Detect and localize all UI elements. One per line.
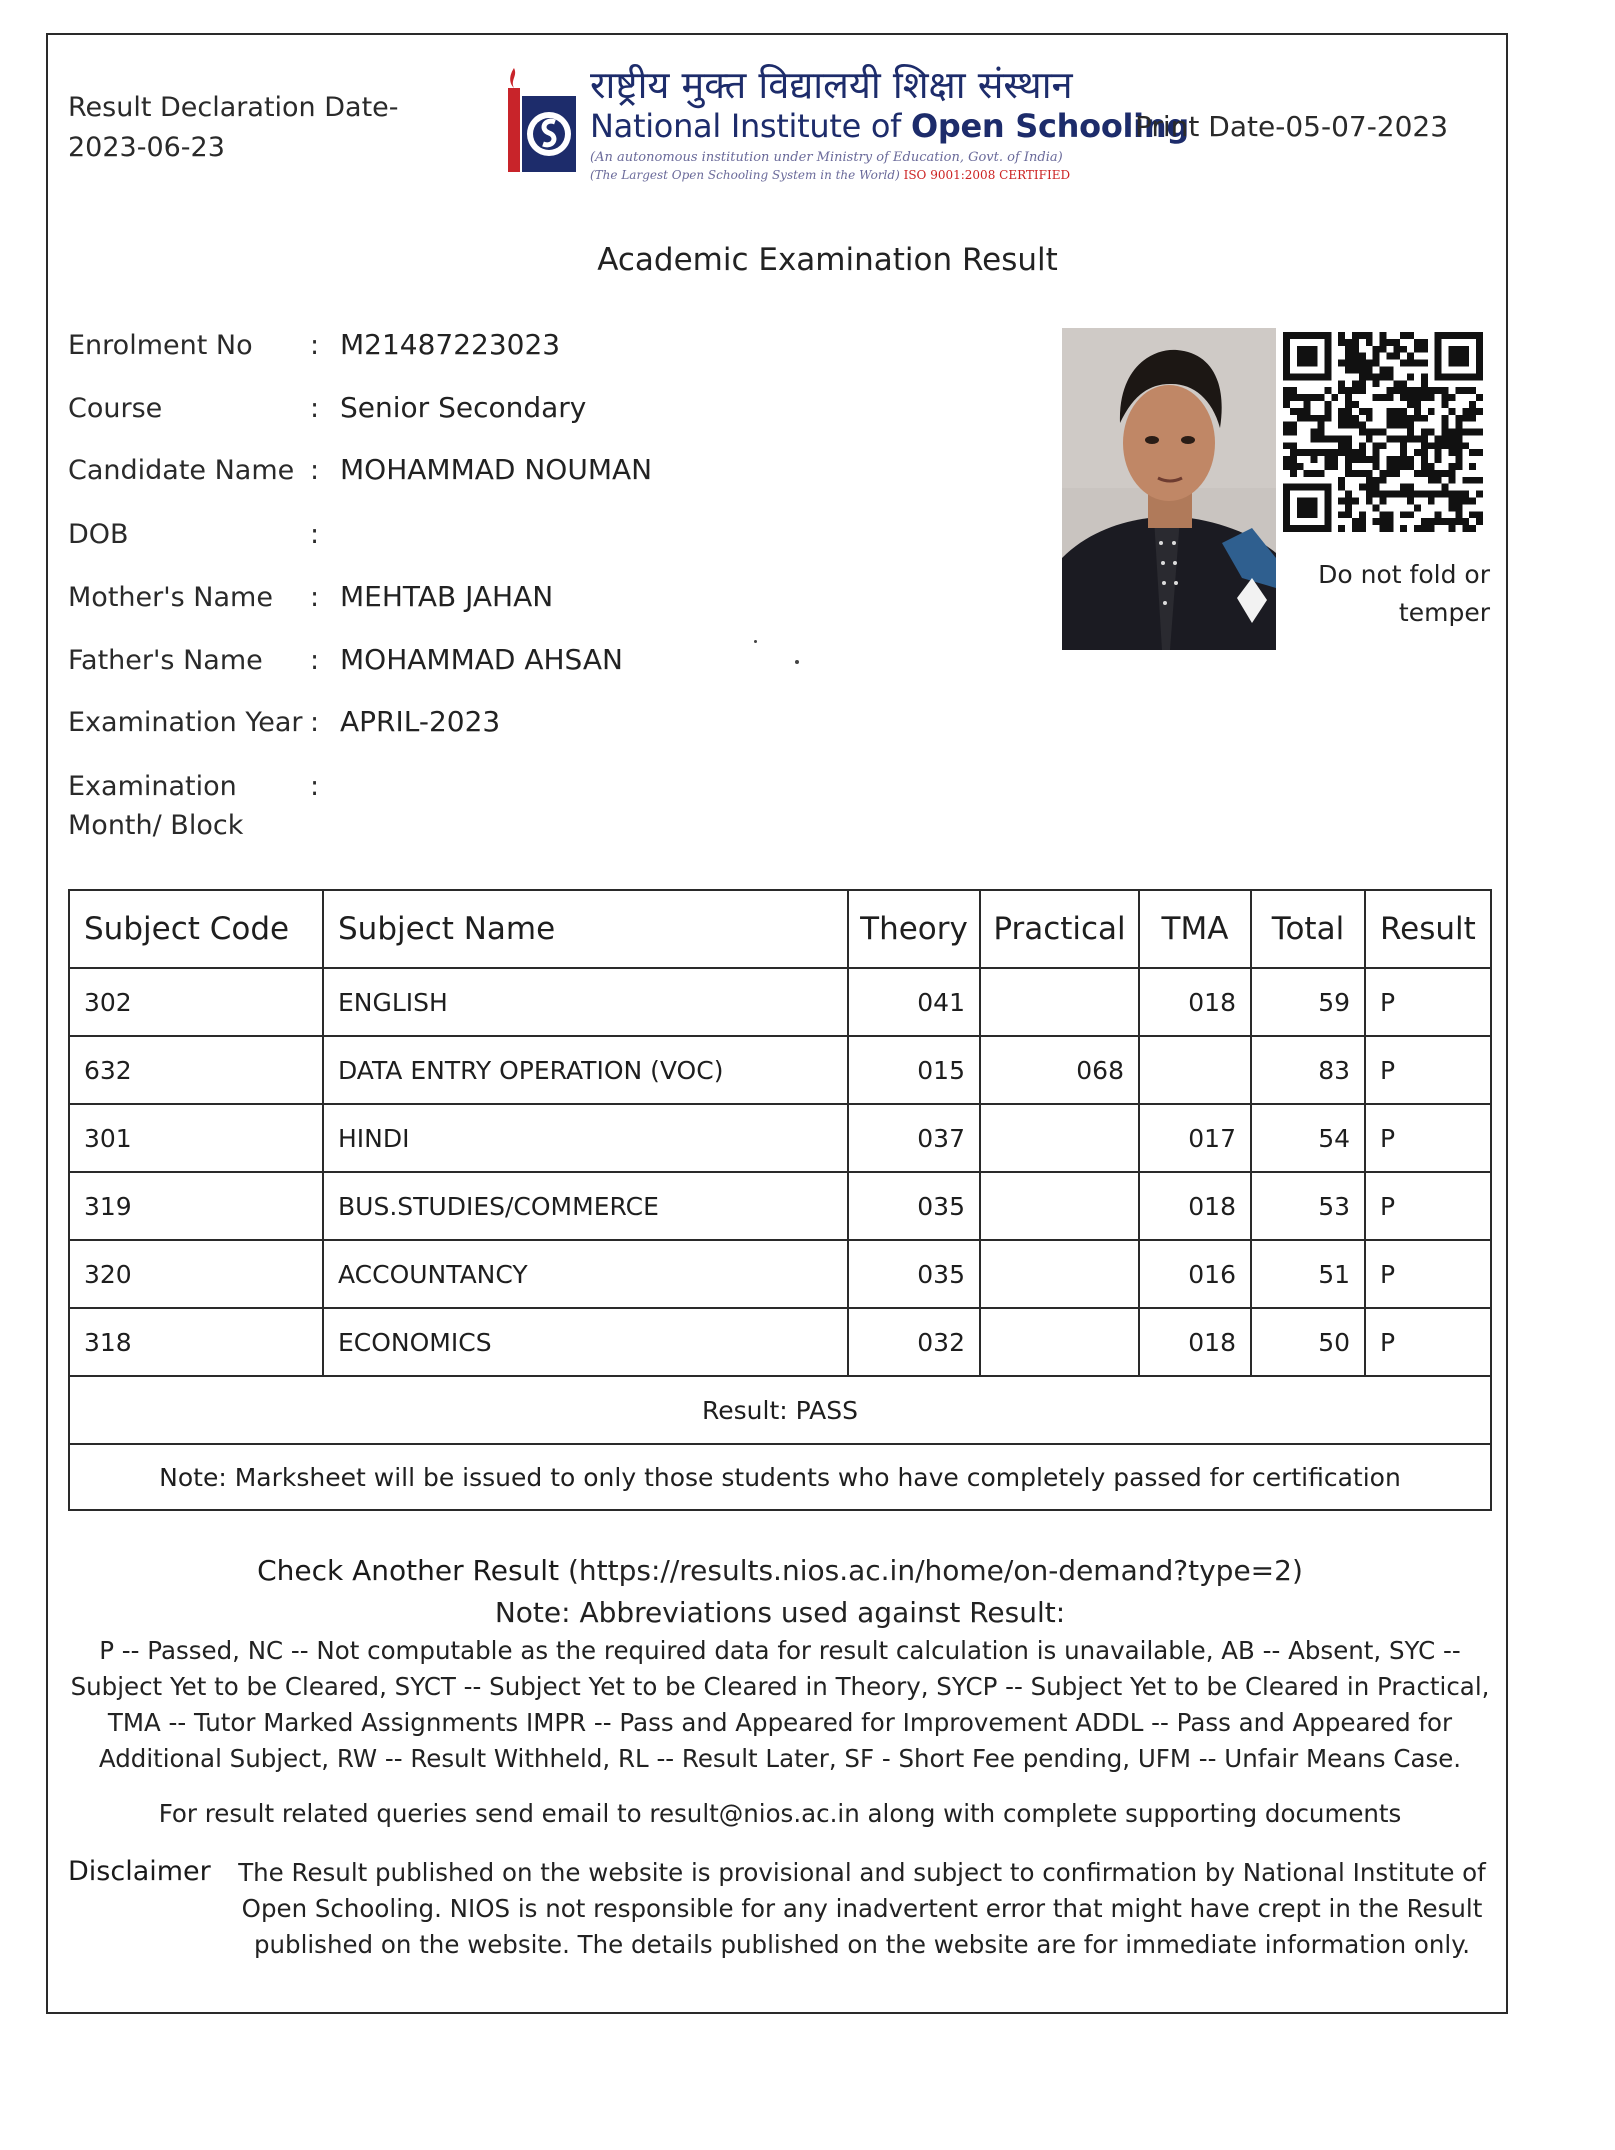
- cell-subject-code: 301: [69, 1104, 323, 1172]
- abbrev-line: P -- Passed, NC -- Not computable as the required data for result calculation is unavailable, AB -- Absent, SYC --: [99, 1636, 1461, 1665]
- table-row: [69, 1240, 1491, 1308]
- field-label-exam-month-line1: Examination: [68, 771, 237, 802]
- check-another-result: [70, 1554, 1490, 1587]
- field-value-enrolment: M21487223023: [340, 328, 561, 361]
- cell-subject-code: 302: [69, 968, 323, 1036]
- photo-note: [1260, 556, 1490, 632]
- overall-result-row: [69, 1376, 1491, 1444]
- cell-subject-code: 320: [69, 1240, 323, 1308]
- result-declaration: [68, 88, 399, 168]
- scan-speck: [795, 660, 799, 664]
- page-title: Academic Examination Result: [597, 242, 1058, 278]
- cell-subject-name: BUS.STUDIES/COMMERCE: [323, 1172, 848, 1240]
- header-theory: Theory: [848, 890, 980, 968]
- overall-result: Result: PASS: [69, 1376, 1491, 1444]
- nios-logo: [500, 62, 1189, 190]
- field-colon: :: [310, 519, 320, 550]
- header-result: Result: [1365, 890, 1491, 968]
- cell-tma: 018: [1139, 1172, 1251, 1240]
- table-header-row: [69, 890, 1491, 968]
- logo-tagline: [590, 168, 1070, 182]
- cell-result: P: [1365, 1104, 1491, 1172]
- cell-subject-code: 632: [69, 1036, 323, 1104]
- cell-practical: [980, 1172, 1139, 1240]
- cell-tma: 018: [1139, 968, 1251, 1036]
- field-label-father-name: Father's Name: [68, 645, 263, 676]
- note-row: [69, 1444, 1491, 1510]
- cell-subject-code: 319: [69, 1172, 323, 1240]
- cell-result: P: [1365, 968, 1491, 1036]
- cell-result: P: [1365, 1036, 1491, 1104]
- cell-tma: 016: [1139, 1240, 1251, 1308]
- field-value-candidate-name: MOHAMMAD NOUMAN: [340, 453, 653, 486]
- table-row: [69, 1104, 1491, 1172]
- field-label-mother-name: Mother's Name: [68, 582, 273, 613]
- table-row: [69, 1172, 1491, 1240]
- cell-practical: [980, 1240, 1139, 1308]
- field-colon: :: [310, 771, 320, 802]
- cell-total: 54: [1251, 1104, 1365, 1172]
- cell-theory: 032: [848, 1308, 980, 1376]
- cell-total: 83: [1251, 1036, 1365, 1104]
- photo-note-line1: Do not fold or: [1318, 560, 1490, 589]
- logo-tagline-text: (The Largest Open Schooling System in the World): [590, 168, 900, 182]
- print-date: Print Date-05-07-2023: [1135, 110, 1449, 143]
- cell-total: 51: [1251, 1240, 1365, 1308]
- field-colon: :: [310, 582, 320, 613]
- field-label-exam-year: Examination Year: [68, 707, 303, 738]
- cell-theory: 037: [848, 1104, 980, 1172]
- field-colon: :: [310, 330, 320, 361]
- cell-total: 50: [1251, 1308, 1365, 1376]
- declaration-date: 2023-06-23: [68, 132, 225, 163]
- cell-tma: 017: [1139, 1104, 1251, 1172]
- field-colon: :: [310, 645, 320, 676]
- check-another-result-link[interactable]: Check Another Result: [257, 1554, 560, 1587]
- cell-result: P: [1365, 1308, 1491, 1376]
- cell-tma: 018: [1139, 1308, 1251, 1376]
- cell-theory: 035: [848, 1240, 980, 1308]
- cell-subject-name: ACCOUNTANCY: [323, 1240, 848, 1308]
- logo-hindi-text: राष्ट्रीय मुक्त विद्यालयी शिक्षा संस्थान: [590, 63, 1073, 107]
- cell-subject-name: ENGLISH: [323, 968, 848, 1036]
- cell-subject-name: DATA ENTRY OPERATION (VOC): [323, 1036, 848, 1104]
- declaration-label: Result Declaration Date-: [68, 92, 399, 123]
- field-label-candidate-name: Candidate Name: [68, 455, 295, 486]
- cell-theory: 035: [848, 1172, 980, 1240]
- photo-note-line2: temper: [1398, 598, 1490, 627]
- scan-speck: [754, 640, 757, 643]
- logo-english-text: [590, 107, 1189, 145]
- marks-table: [68, 889, 1492, 1511]
- table-row: [69, 968, 1491, 1036]
- header-subject-name: Subject Name: [323, 890, 848, 968]
- disclaimer-label: Disclaimer: [68, 1856, 211, 1887]
- nios-emblem-icon: [500, 66, 580, 184]
- field-label-enrolment: Enrolment No: [68, 330, 253, 361]
- cell-practical: 068: [980, 1036, 1139, 1104]
- cell-total: 53: [1251, 1172, 1365, 1240]
- field-colon: :: [310, 707, 320, 738]
- abbreviations-text: [70, 1633, 1490, 1777]
- disclaimer-text: [236, 1855, 1488, 1963]
- disclaimer-line: published on the website. The details published on the website are for immediate information only.: [253, 1930, 1471, 1959]
- field-colon: :: [310, 455, 320, 486]
- table-row: [69, 1308, 1491, 1376]
- cell-practical: [980, 968, 1139, 1036]
- logo-english-prefix: National Institute of: [590, 107, 911, 145]
- field-value-course: Senior Secondary: [340, 391, 587, 424]
- header-total: Total: [1251, 890, 1365, 968]
- cell-total: 59: [1251, 968, 1365, 1036]
- field-label-exam-month: [68, 771, 243, 841]
- iso-cert-text: ISO 9001:2008 CERTIFIED: [903, 168, 1071, 182]
- qr-code: [1283, 332, 1483, 532]
- logo-english-bold: Open Schooling: [911, 107, 1189, 145]
- disclaimer-line: The Result published on the website is provisional and subject to confirmation by National Institute of: [238, 1858, 1486, 1887]
- field-value-exam-year: APRIL-2023: [340, 705, 501, 738]
- abbreviations-title: Note: Abbreviations used against Result:: [494, 1596, 1066, 1629]
- cell-result: P: [1365, 1240, 1491, 1308]
- cell-practical: [980, 1308, 1139, 1376]
- cell-practical: [980, 1104, 1139, 1172]
- field-label-dob: DOB: [68, 519, 129, 550]
- field-label-course: Course: [68, 393, 163, 424]
- disclaimer-line: Open Schooling. NIOS is not responsible for any inadvertent error that might have crept in the Result: [241, 1894, 1483, 1923]
- cell-subject-name: HINDI: [323, 1104, 848, 1172]
- abbrev-line: Additional Subject, RW -- Result Withheld, RL -- Result Later, SF - Short Fee pending, UFM -- Unfair Means Case.: [98, 1744, 1462, 1773]
- check-another-result-url[interactable]: (https://results.nios.ac.in/home/on-demand?type=2): [559, 1554, 1303, 1587]
- cell-theory: 041: [848, 968, 980, 1036]
- candidate-photo: [1062, 328, 1276, 650]
- cell-theory: 015: [848, 1036, 980, 1104]
- cell-result: P: [1365, 1172, 1491, 1240]
- marksheet-note: Note: Marksheet will be issued to only those students who have completely passed for certification: [69, 1444, 1491, 1510]
- abbrev-line: Subject Yet to be Cleared, SYCT -- Subject Yet to be Cleared in Theory, SYCP -- Subject Yet to be Cleared in Practical,: [70, 1672, 1490, 1701]
- field-value-mother-name: MEHTAB JAHAN: [340, 580, 554, 613]
- table-row: [69, 1036, 1491, 1104]
- cell-subject-name: ECONOMICS: [323, 1308, 848, 1376]
- field-colon: :: [310, 393, 320, 424]
- queries-text: For result related queries send email to result@nios.ac.in along with complete supporting documents: [158, 1799, 1402, 1828]
- header-subject-code: Subject Code: [69, 890, 323, 968]
- header-tma: TMA: [1139, 890, 1251, 968]
- field-value-father-name: MOHAMMAD AHSAN: [340, 643, 623, 676]
- cell-tma: [1139, 1036, 1251, 1104]
- abbrev-line: TMA -- Tutor Marked Assignments IMPR -- Pass and Appeared for Improvement ADDL -- Pass and Appeared for: [107, 1708, 1453, 1737]
- cell-subject-code: 318: [69, 1308, 323, 1376]
- logo-subtitle: (An autonomous institution under Ministry of Education, Govt. of India): [590, 150, 1063, 165]
- field-label-exam-month-line2: Month/ Block: [68, 810, 244, 841]
- header-practical: Practical: [980, 890, 1139, 968]
